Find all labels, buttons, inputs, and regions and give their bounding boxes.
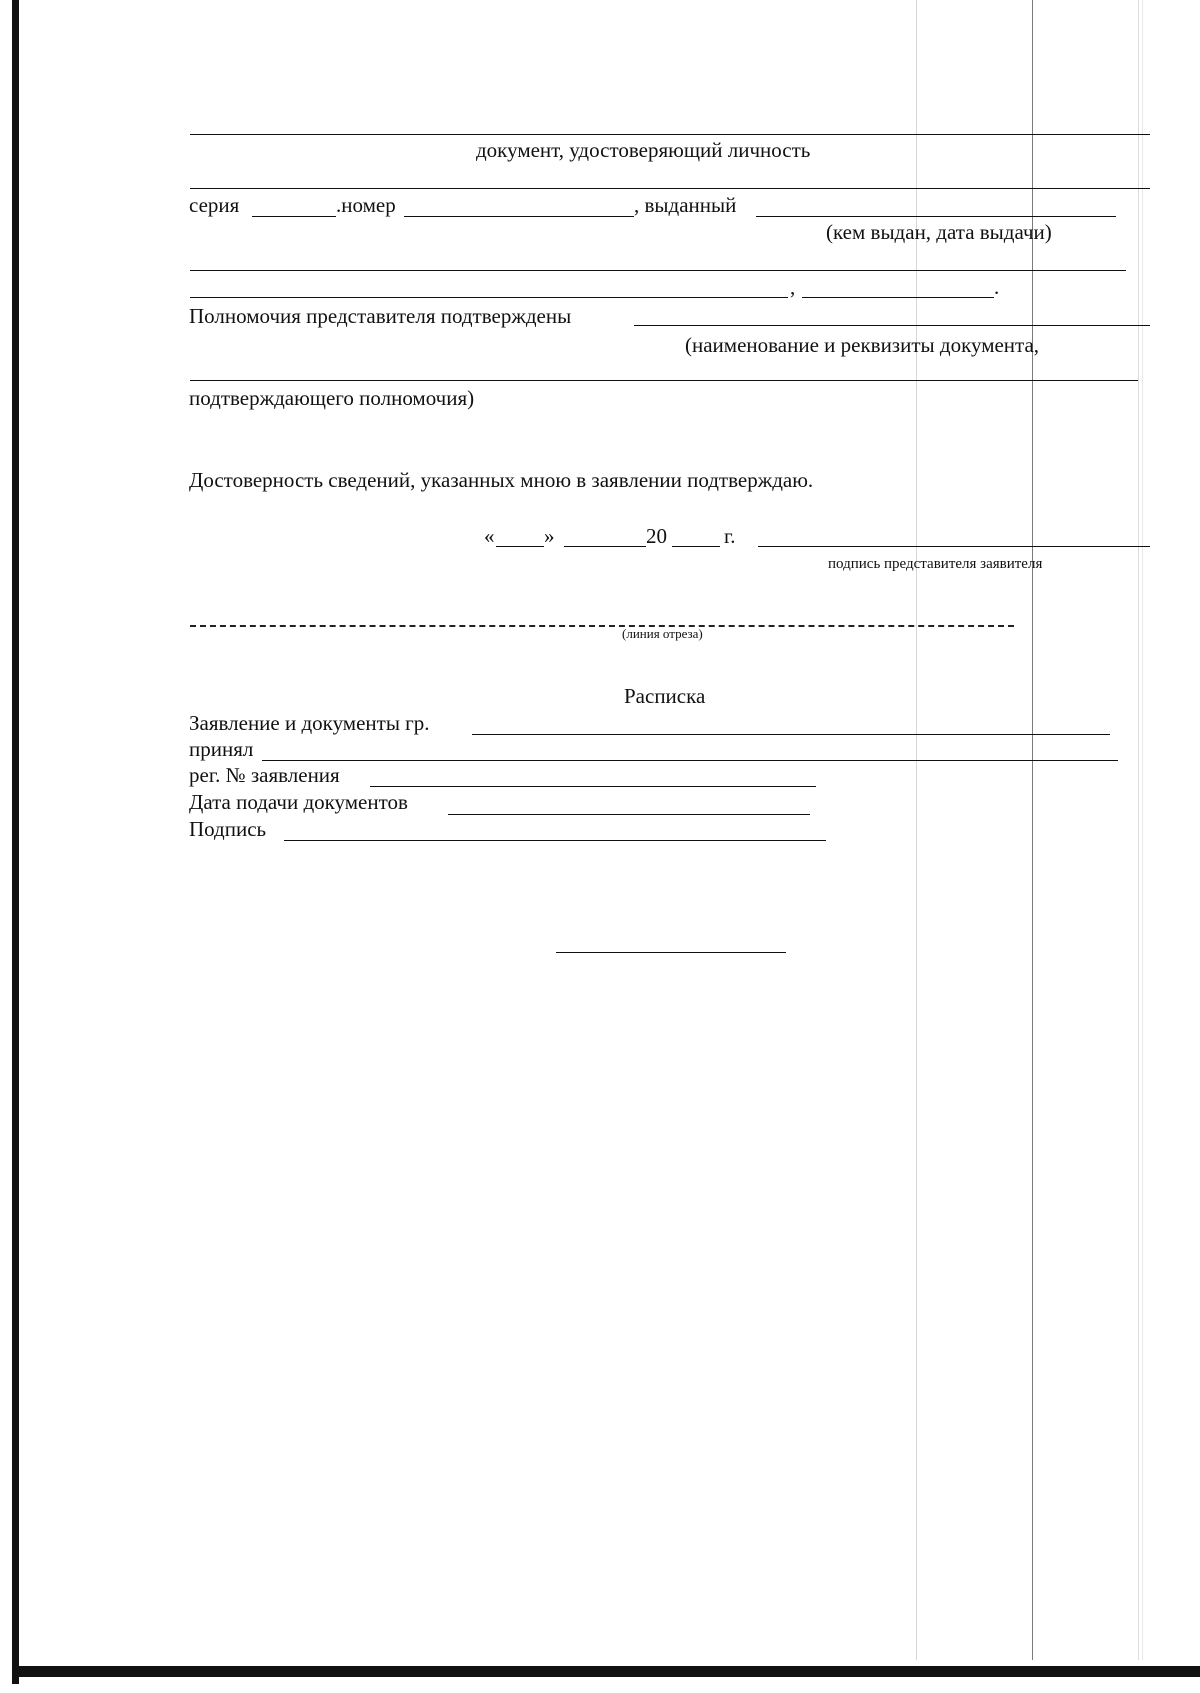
identity-doc-line-top[interactable] [190, 134, 1150, 135]
identity-doc-line[interactable] [190, 188, 1150, 189]
cut-line-caption: (линия отреза) [622, 626, 703, 641]
month-field[interactable] [564, 546, 646, 547]
powers-label: Полномочия представителя подтверждены [189, 304, 572, 328]
receipt-reg-field[interactable] [370, 786, 816, 787]
representative-signature-field[interactable] [758, 546, 1150, 547]
series-field[interactable] [252, 216, 336, 217]
confirmation-text: Достоверность сведений, указанных мною в заявлении подтверждаю. [189, 468, 814, 492]
year-prefix: 20 [646, 524, 667, 548]
issued-field-continued[interactable] [190, 270, 1126, 271]
receipt-accepted-label: принял [189, 737, 254, 761]
closing-separator [556, 952, 786, 953]
date-close-quote: » [544, 524, 555, 548]
powers-field[interactable] [634, 325, 1150, 326]
receipt-signature-label: Подпись [189, 817, 267, 841]
issued-label: , выданный [634, 193, 737, 217]
number-label: .номер [336, 193, 396, 217]
signature-caption: подпись представителя заявителя [828, 556, 1043, 572]
issued-field[interactable] [756, 216, 1116, 217]
receipt-date-label: Дата подачи документов [189, 790, 408, 814]
scan-fold-line [1138, 0, 1139, 1660]
address-dot: . [994, 275, 1000, 299]
year-suffix: г. [724, 524, 736, 548]
date-open-quote: « [484, 524, 495, 548]
number-field[interactable] [404, 216, 634, 217]
scan-fold-line [916, 0, 917, 1660]
address-field-1[interactable] [190, 297, 788, 298]
identity-doc-caption: документ, удостоверяющий личность [476, 138, 811, 162]
receipt-date-field[interactable] [448, 814, 810, 815]
series-label: серия [189, 193, 240, 217]
powers-caption-1: (наименование и реквизиты документа, [685, 333, 1040, 357]
powers-caption-2: подтверждающего полномочия) [189, 386, 475, 410]
scan-fold-line [1032, 0, 1033, 1660]
scan-bottom-edge [12, 1666, 1200, 1677]
address-comma: , [790, 275, 796, 299]
cut-line [190, 625, 1014, 627]
day-field[interactable] [496, 546, 544, 547]
receipt-accepted-field[interactable] [262, 760, 1118, 761]
receipt-reg-label: рег. № заявления [189, 763, 340, 787]
address-field-2[interactable] [802, 297, 994, 298]
receipt-title: Расписка [624, 684, 706, 708]
receipt-applicant-label: Заявление и документы гр. [189, 711, 430, 735]
receipt-applicant-field[interactable] [472, 734, 1110, 735]
receipt-signature-field[interactable] [284, 840, 826, 841]
scan-left-edge [12, 0, 19, 1684]
scan-fold-line [1142, 0, 1143, 1660]
year-field[interactable] [672, 546, 720, 547]
issued-by-caption: (кем выдан, дата выдачи) [826, 220, 1052, 244]
powers-field-continued[interactable] [190, 380, 1138, 381]
